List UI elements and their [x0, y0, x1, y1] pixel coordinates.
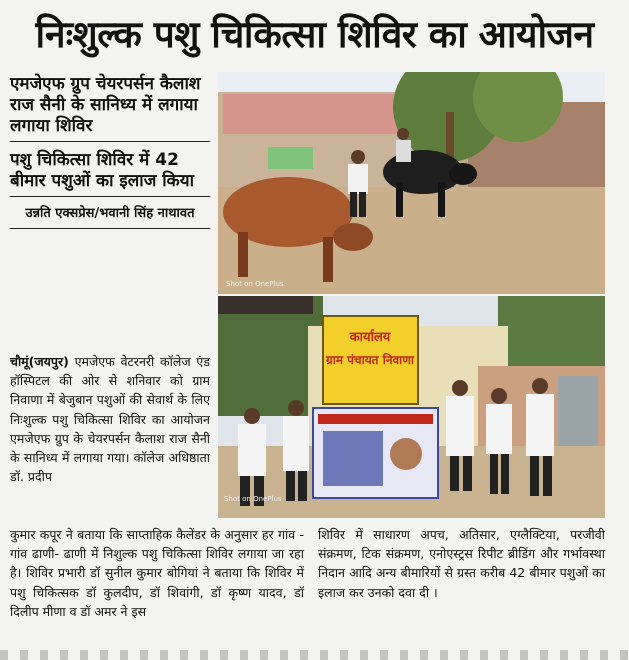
article-column-1 [10, 352, 210, 486]
article-column-3: शिविर में साधारण अपच, अतिसार, एग्लैक्टिया, परजीवी संक्रमण, टिक संक्रमण, एनोएस्ट्रस रिपीट ब्रीडिंग और गर्भावस्था निदान आदि अन्य बीमारियों से ग्रस्त करीब 42 बीमार पशुओं का इलाज कर उनको दवा दी । [318, 527, 605, 600]
sign-line-1: कार्यालय [349, 330, 391, 345]
sign-line-2: ग्राम पंचायत निवाणा [325, 353, 415, 367]
left-column [10, 74, 210, 237]
article-column-2: कुमार कपूर ने बताया कि साप्ताहिक कैलेंडर के अनुसार हर गांव - गांव ढाणी- ढाणी में निशुल्क पशु चिकित्सा शिविर लगाया जा रहा है। शिविर प्रभारी डॉ सुनील कुमार बोगियां ने बताया कि शिविर में पशु चिकित्सक डॉ कुलदीप, डॉ शिवांगी, डॉ कृष्ण यादव, डॉ दिलीप मीणा व डॉ अमर ने इस [10, 527, 304, 619]
headline: निःशुल्क पशु चिकित्सा शिविर का आयोजन [35, 12, 594, 56]
watermark-text: Shot on OnePlus [224, 495, 282, 503]
subheadline-2: पशु चिकित्सा शिविर में 42 बीमार पशुओं का इलाज किया [10, 150, 194, 191]
divider [10, 141, 210, 142]
article-text-1: एमजेएफ वेटरनरी कॉलेज एंड हॉस्पिटल की ओर से शनिवार को ग्राम निवाणा में बेजुबान पशुओं की सेवार्थ के लिए निःशुल्क पशु चिकित्सा शिविर का आयोजन एमजेएफ ग्रुप के चेयरपर्सन कैलाश राज सैनी के सानिध्य में लगाया गया। कॉलेज अधिष्ठाता डॉ. प्रदीप [10, 354, 210, 485]
next-article-edge [0, 650, 629, 660]
dateline: चौमूं(जयपुर) [10, 354, 69, 369]
divider [10, 228, 210, 229]
photo-cattle-treatment [218, 72, 605, 294]
divider [10, 196, 210, 197]
byline: उन्नति एक्सप्रेस/भवानी सिंह नाथावत [25, 206, 195, 221]
photo-camp-staff [218, 296, 605, 518]
subheadline-1: एमजेएफ ग्रुप चेयरपर्सन कैलाश राज सैनी के सानिध्य में लगाया लगाया शिविर [10, 74, 201, 136]
watermark-text: Shot on OnePlus [226, 280, 284, 288]
